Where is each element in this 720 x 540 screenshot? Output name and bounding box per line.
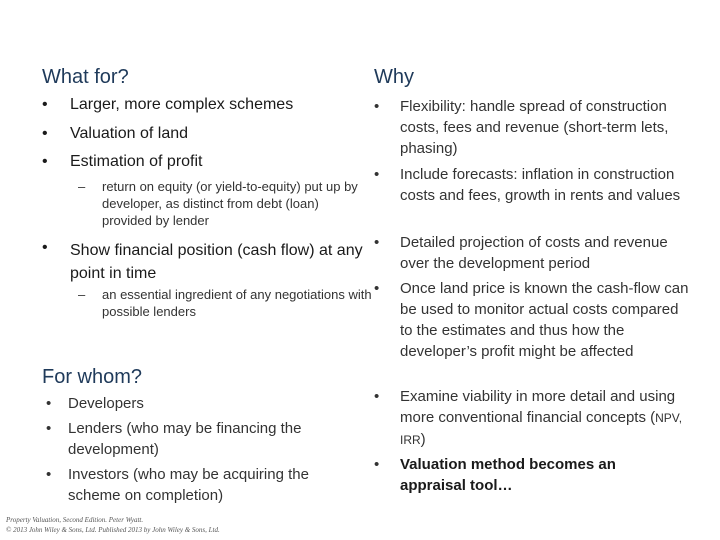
what-for-item-3: Estimation of profit — [70, 153, 203, 170]
footer-line-2: © 2013 John Wiley & Sons, Ltd. Published 2013 by John Wiley & Sons, Ltd. — [6, 526, 220, 534]
footer-line-1: Property Valuation, Second Edition. Peter Wyatt. — [6, 516, 144, 524]
why-item-6: Valuation method becomes an appraisal tool… — [400, 456, 616, 494]
bullet: • — [46, 420, 52, 437]
bullet: • — [42, 239, 48, 256]
for-whom-heading: For whom? — [42, 366, 143, 388]
why-item-5-text: Examine viability in more detail and using more conventional financial concepts ( — [400, 388, 676, 426]
bullet: • — [374, 98, 380, 115]
what-for-item-4: Show financial position (cash flow) at any point in time — [70, 242, 363, 282]
concepts-close: ) — [420, 431, 426, 448]
for-whom-item-1: Developers — [68, 395, 144, 412]
why-item-2: Include forecasts: inflation in construction costs and fees, growth in rents and values — [400, 166, 681, 204]
concepts-small: NPV, IRR — [400, 411, 683, 447]
bullet: • — [374, 280, 380, 297]
for-whom-item-2: Lenders (who may be financing the development) — [68, 420, 302, 458]
why-item-3: Detailed projection of costs and revenue over the development period — [400, 234, 668, 272]
bullet: • — [46, 395, 52, 412]
bullet: • — [46, 466, 52, 483]
what-for-item-2: Valuation of land — [70, 125, 189, 142]
bullet: • — [374, 388, 380, 405]
why-item-5 — [400, 386, 690, 451]
why-item-4: Once land price is known the cash-flow can be used to monitor actual costs compared to the estimates and thus how the developer’s profit might be affected — [400, 280, 689, 360]
bullet: • — [42, 96, 48, 113]
what-for-sub-item-1: return on equity (or yield-to-equity) put up by developer, as distinct from debt (loan) provided by lender — [102, 179, 358, 228]
bullet: • — [374, 234, 380, 251]
bullet: • — [374, 166, 380, 183]
bullet: • — [374, 456, 380, 473]
what-for-heading: What for? — [42, 66, 129, 88]
what-for-sub-item-2: an essential ingredient of any negotiations with possible lenders — [102, 287, 372, 319]
why-heading: Why — [374, 66, 414, 88]
what-for-item-1: Larger, more complex schemes — [70, 96, 294, 113]
bullet: • — [42, 153, 48, 170]
dash: – — [78, 179, 86, 194]
why-item-1: Flexibility: handle spread of construction costs, fees and revenue (short-term lets, phasing) — [400, 98, 669, 157]
dash: – — [78, 287, 86, 302]
bullet: • — [42, 125, 48, 142]
for-whom-item-3: Investors (who may be acquiring the scheme on completion) — [68, 466, 309, 504]
